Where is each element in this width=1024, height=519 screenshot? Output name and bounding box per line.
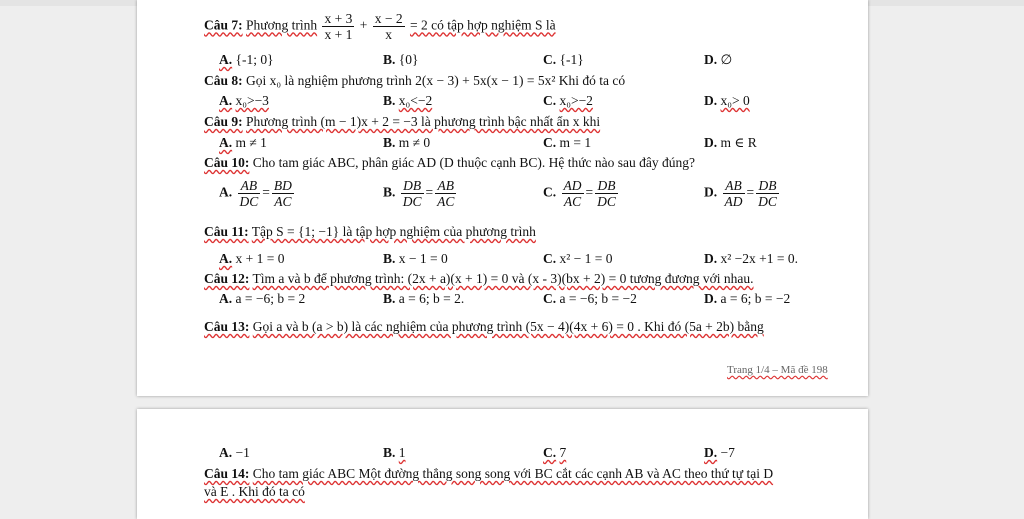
question-13: Câu 13: Gọi a và b (a > b) là các nghiệm của phương trình (5x − 4)(4x + 6) = 0 . Khi đó (5a + 2b) bằng	[204, 319, 764, 334]
q12-option-d: D. a = 6; b = −2	[704, 291, 791, 306]
q13-option-d: D. −7	[704, 445, 735, 460]
q8-option-a: A. x₀>−3	[219, 93, 269, 108]
q7-option-b: B. {0}	[383, 52, 419, 67]
q9-option-c: C. m = 1	[543, 135, 592, 150]
q7-option-d: D. ∅	[704, 52, 733, 67]
question-8: Câu 8: Gọi x₀ là nghiệm phương trình 2(x − 3) + 5x(x − 1) = 5x² Khi đó ta có	[204, 73, 626, 88]
q13-option-b: B. 1	[383, 445, 406, 460]
question-7-post: = 2 có tập hợp nghiệm S là	[409, 17, 556, 33]
q8-option-b: B. x₀<−2	[383, 93, 433, 108]
q11-option-b: B. x − 1 = 0	[383, 251, 448, 266]
question-12: Câu 12: Tìm a và b để phương trình: (2x + a)(x + 1) = 0 và (x - 3)(bx + 2) = 0 tương đương với nhau.	[204, 271, 754, 286]
question-7-pre: Phương trình	[246, 17, 318, 33]
q8-option-c: C. x₀>−2	[543, 93, 593, 108]
question-7-label: Câu 7:	[204, 17, 243, 33]
q9-option-b: B. m ≠ 0	[383, 135, 431, 150]
q13-option-a: A. −1	[219, 445, 250, 460]
question-11: Câu 11: Tập S = {1; −1} là tập hợp nghiệm của phương trình	[204, 224, 536, 239]
q7-option-a: A. {-1; 0}	[219, 52, 274, 67]
fraction-2: $\frac{x - 2}{x}$	[374, 11, 403, 42]
q12-option-c: C. a = −6; b = −2	[543, 291, 637, 306]
page-footer: Trang 1/4 – Mã đề 198	[727, 364, 828, 376]
document-page-1	[137, 0, 868, 396]
fraction-1: $\frac{x + 3}{x + 1}$	[324, 11, 353, 42]
q11-option-d: D. x² −2x +1 = 0.	[704, 251, 799, 266]
q9-option-a: A. m ≠ 1	[219, 135, 267, 150]
question-9: Câu 9: Phương trình (m − 1)x + 2 = −3 là phương trình bậc nhất ẩn x khi	[204, 114, 601, 129]
question-10: Câu 10: Cho tam giác ABC, phân giác AD (D thuộc cạnh BC). Hệ thức nào sau đây đúng?	[204, 155, 695, 170]
q10-option-c: C. $\frac{AD}{AC}$ = $\frac{DB}{DC}$	[543, 178, 616, 209]
q13-option-c: C. 7	[543, 445, 567, 460]
q9-option-d: D. m ∈ R	[704, 135, 757, 150]
q12-option-a: A. a = −6; b = 2	[219, 291, 306, 306]
q11-option-c: C. x² − 1 = 0	[543, 251, 613, 266]
q12-option-b: B. a = 6; b = 2.	[383, 291, 465, 306]
document-page-2	[137, 409, 868, 519]
q10-option-b: B. $\frac{DB}{DC}$ = $\frac{AB}{AC}$	[383, 178, 455, 209]
q10-option-d: D. $\frac{AB}{AD}$ = $\frac{DB}{DC}$	[704, 178, 777, 209]
question-7: Câu 7: Phương trình $\frac{x + 3}{x + 1}$ + $\frac{x - 2}{x}$ = 2 có tập hợp nghiệm S là	[204, 11, 556, 42]
question-14: Câu 14: Cho tam giác ABC Một đường thẳng song song với BC cắt các cạnh AB và AC theo thứ tự tại D	[204, 466, 774, 481]
q11-option-a: A. x + 1 = 0	[219, 251, 285, 266]
q10-option-a: A. $\frac{AB}{DC}$ = $\frac{BD}{AC}$	[219, 178, 292, 209]
q7-option-c: C. {-1}	[543, 52, 584, 67]
q8-option-d: D. x₀> 0	[704, 93, 750, 108]
question-14-cont: và E . Khi đó ta có	[204, 484, 305, 499]
